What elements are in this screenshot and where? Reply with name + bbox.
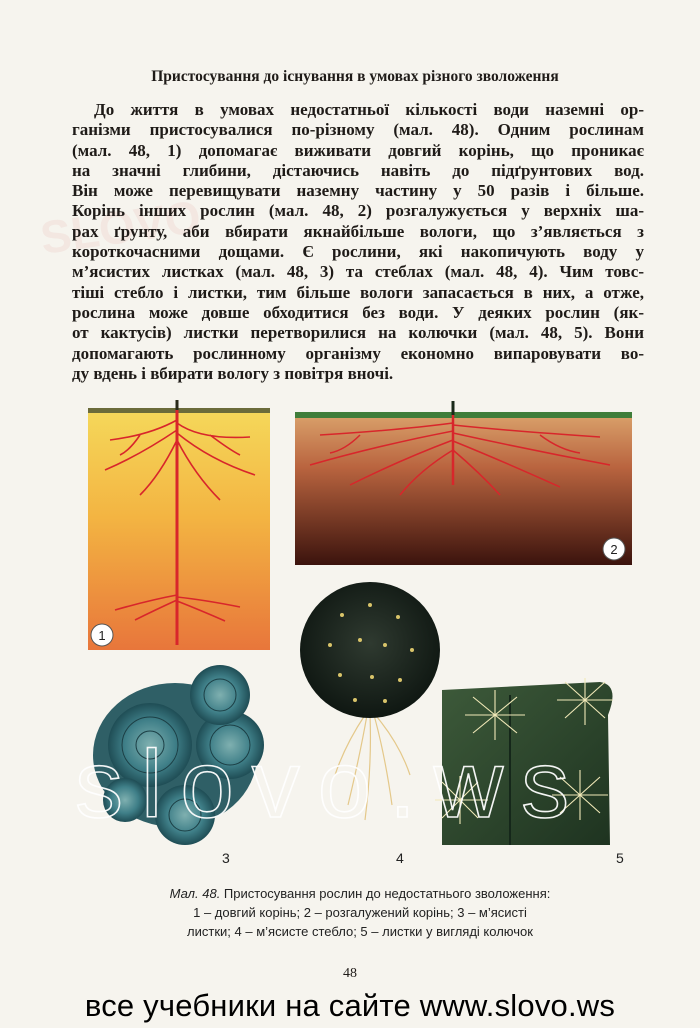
page-number: 48 (343, 966, 357, 981)
paragraph-line: от кактусів) листки перетворилися на колючки (мал. 48, 5). Вони (72, 323, 644, 343)
paragraph-line: тіші стебло і листки, тим більше вологи запасається в них, а отже, (72, 282, 644, 302)
panel-3-label: 3 (222, 850, 230, 866)
site-footer-banner: все учебники на сайте www.slovo.ws (84, 988, 616, 1023)
illustration-branched-root (295, 401, 632, 565)
illustration-long-root (88, 400, 270, 650)
paragraph-line: рах ґрунту, аби вбирати якнайбільше вологи, що з’являється з (72, 221, 644, 241)
caption-line-3: листки; 4 – м’ясисте стебло; 5 – листки у вигляді колючок (187, 924, 533, 939)
panel-5-label: 5 (616, 850, 624, 866)
paragraph-line: короткочасними дощами. Є рослини, які накопичують воду у (72, 242, 644, 262)
paragraph-line: (мал. 48, 1) допомагає виживати довгий корінь, що проникає (72, 140, 644, 160)
paragraph-line: допомагають рослинному організму економно випаровувати во- (72, 343, 644, 363)
caption-title: Пристосування рослин до недостатнього зволоження: (220, 886, 551, 901)
outline-watermark: slovo.ws (75, 731, 588, 838)
paragraph-line: м’ясистих листках (мал. 48, 3) та стеблах (мал. 48, 4). Чим товс- (72, 262, 644, 282)
paragraph-line: на значні глибини, дістаючись навіть до підґрунтових вод. (72, 160, 644, 180)
figure-caption (100, 884, 620, 941)
paragraph-line: Він може перевищувати наземну частину у 50 разів і більше. (72, 181, 644, 201)
panel-2-label: 2 (610, 542, 618, 557)
section-heading: Пристосування до існування в умовах різного зволоження (151, 68, 559, 85)
paragraph-line: Корінь інших рослин (мал. 48, 2) розгалужується у верхніх ша- (72, 201, 644, 221)
body-paragraph (72, 100, 644, 384)
background-watermark: SLOVO (37, 190, 204, 264)
panel-4-label: 4 (396, 850, 404, 866)
paragraph-line: рослина може довше обходитися без води. У деяких рослин (як- (72, 302, 644, 322)
panel-1-label: 1 (98, 628, 106, 643)
paragraph-line: До життя в умовах недостатньої кількості води наземні ор- (94, 100, 644, 119)
caption-ref: Мал. 48. (169, 886, 221, 901)
caption-line-2: 1 – довгий корінь; 2 – розгалужений корінь; 3 – м’ясисті (193, 905, 527, 920)
paragraph-line: ду вдень і вбирати вологу з повітря вночі. (72, 363, 394, 383)
paragraph-line: ганізми пристосувалися по-різному (мал. 48). Одним рослинам (72, 120, 644, 140)
